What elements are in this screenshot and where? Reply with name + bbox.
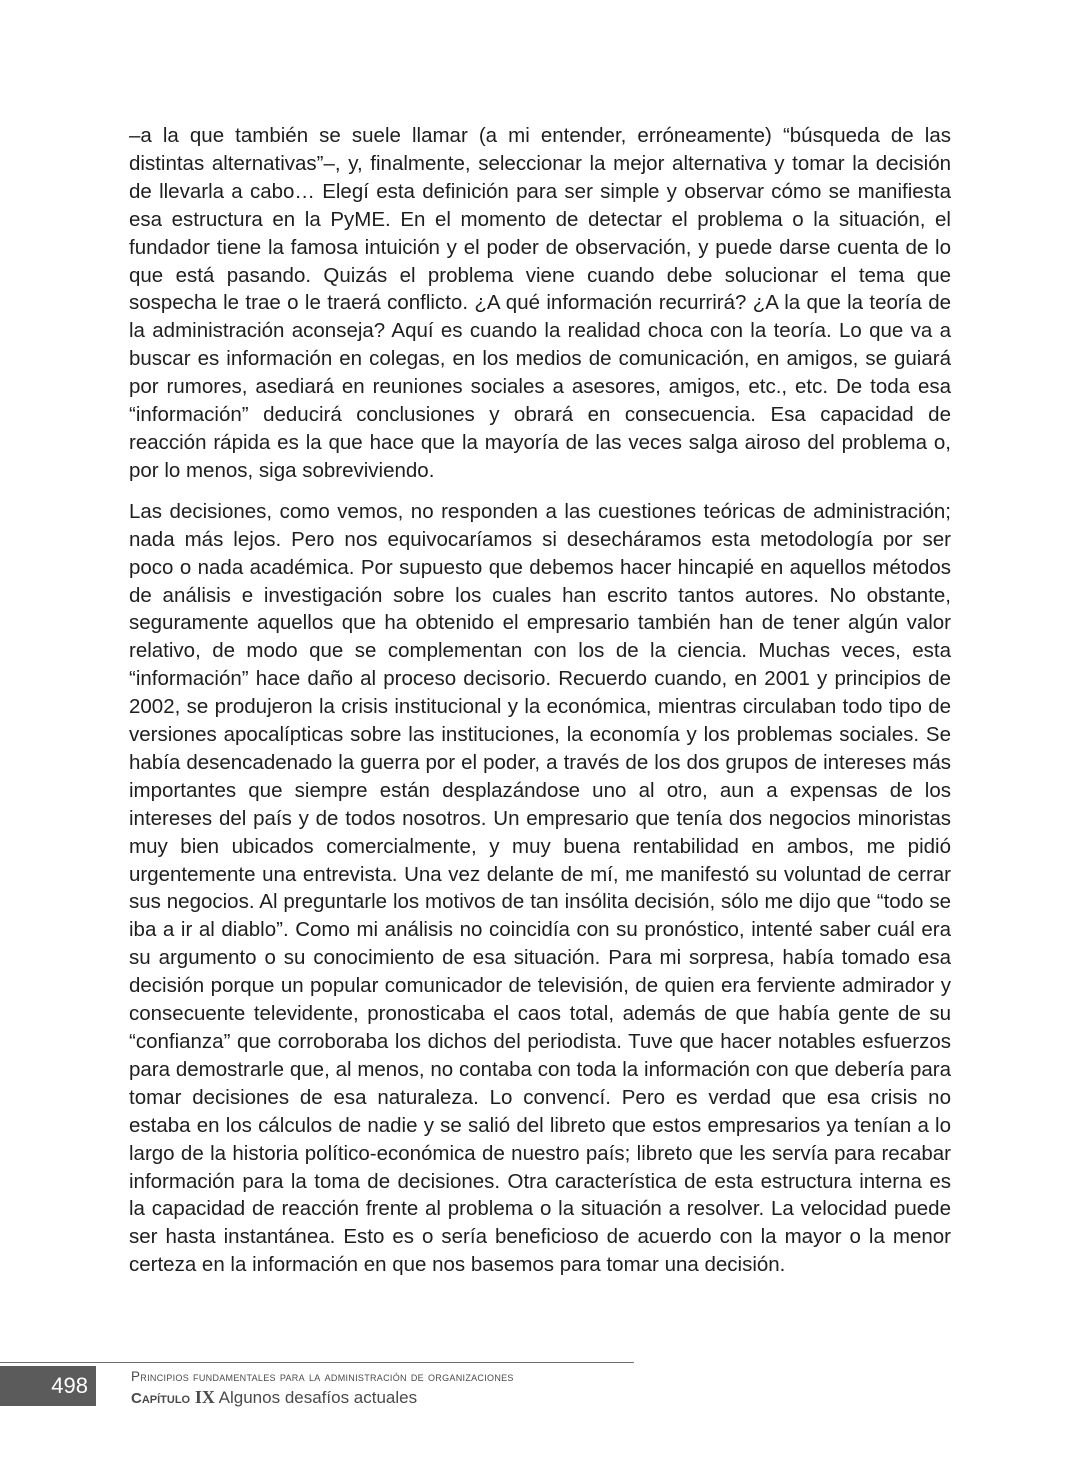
footer-chapter-label: Capítulo bbox=[131, 1390, 191, 1407]
footer-book-title: Principios fundamentales para la administración de organizaciones bbox=[131, 1369, 514, 1384]
footer-chapter-line bbox=[131, 1386, 514, 1410]
footer-chapter-number: IX bbox=[194, 1387, 215, 1407]
body-paragraph-1: –a la que también se suele llamar (a mi entender, erróneamente) “búsqueda de las distintas alternativas”–, y, finalmente, seleccionar la mejor alternativa y tomar la decisión de llevarla a cabo… Elegí esta definición para ser simple y observar cómo se manifiesta esa estructura en la PyME. En el momento de detectar el problema o la situación, el fundador tiene la famosa intuición y el poder de observación, y puede darse cuenta de lo que está pasando. Quizás el problema viene cuando debe solucionar el tema que sospecha le trae o le traerá conflicto. ¿A qué información recurrirá? ¿A la que la teoría de la administración aconseja? Aquí es cuando la realidad choca con la teoría. Lo que va a buscar es información en colegas, en los medios de comunicación, en amigos, se guiará por rumores, asediará en reuniones sociales a asesores, amigos, etc., etc. De toda esa “información” deducirá conclusiones y obrará en consecuencia. Esa capacidad de reacción rápida es la que hace que la mayoría de las veces salga airoso del problema o, por lo menos, siga sobreviviendo. bbox=[129, 124, 951, 482]
body-paragraph-2: Las decisiones, como vemos, no responden a las cuestiones teóricas de administración; nada más lejos. Pero nos equivocaríamos si desecháramos esta metodología por ser poco o nada académica. Por supuesto que debemos hacer hincapié en aquellos métodos de análisis e investigación sobre los cuales han escrito tantos autores. No obstante, seguramente aquellos que ha obtenido el empresario también han de tener algún valor relativo, de modo que se complementan con los de la ciencia. Muchas veces, esta “información” hace daño al proceso decisorio. Recuerdo cuando, en 2001 y principios de 2002, se produjeron la crisis institucional y la económica, mientras circulaban todo tipo de versiones apocalípticas sobre las instituciones, la economía y los problemas sociales. Se había desencadenado la guerra por el poder, a través de los dos grupos de intereses más importantes que siempre están desplazándose uno al otro, aun a expensas de los intereses del país y de todos nosotros. Un empresario que tenía dos negocios minoristas muy bien ubicados comercialmente, y muy buena rentabilidad en ambos, me pidió urgentemente una entrevista. Una vez delante de mí, me manifestó su voluntad de cerrar sus negocios. Al preguntarle los motivos de tan insólita decisión, sólo me dijo que “todo se iba a ir al diablo”. Como mi análisis no coincidía con su pronóstico, intenté saber cuál era su argumento o su conocimiento de esa situación. Para mi sorpresa, había tomado esa decisión porque un popular comunicador de televisión, de quien era ferviente admirador y consecuente televidente, pronosticaba el caos total, además de que había gente de su “confianza” que corroboraba los dichos del periodista. Tuve que hacer notables esfuerzos para demostrarle que, al menos, no contaba con toda la información con que debería para tomar decisiones de esa naturaleza. Lo convencí. Pero es verdad que esa crisis no estaba en los cálculos de nadie y se salió del libreto que estos empresarios ya tenían a lo largo de la historia político-económica de nuestro país; libreto que les servía para recabar información para la toma de decisiones. Otra característica de esta estructura interna es la capacidad de reacción frente al problema o la situación a resolver. La velocidad puede ser hasta instantánea. Esto es o sería beneficioso de acuerdo con la mayor o la menor certeza en la información en que nos basemos para tomar una decisión. bbox=[129, 499, 951, 1277]
footer-chapter-title: Algunos desafíos actuales bbox=[218, 1388, 418, 1407]
page-body bbox=[129, 122, 951, 1292]
footer-rule bbox=[0, 1362, 634, 1363]
page-number: 498 bbox=[0, 1366, 96, 1406]
running-footer bbox=[131, 1367, 514, 1410]
